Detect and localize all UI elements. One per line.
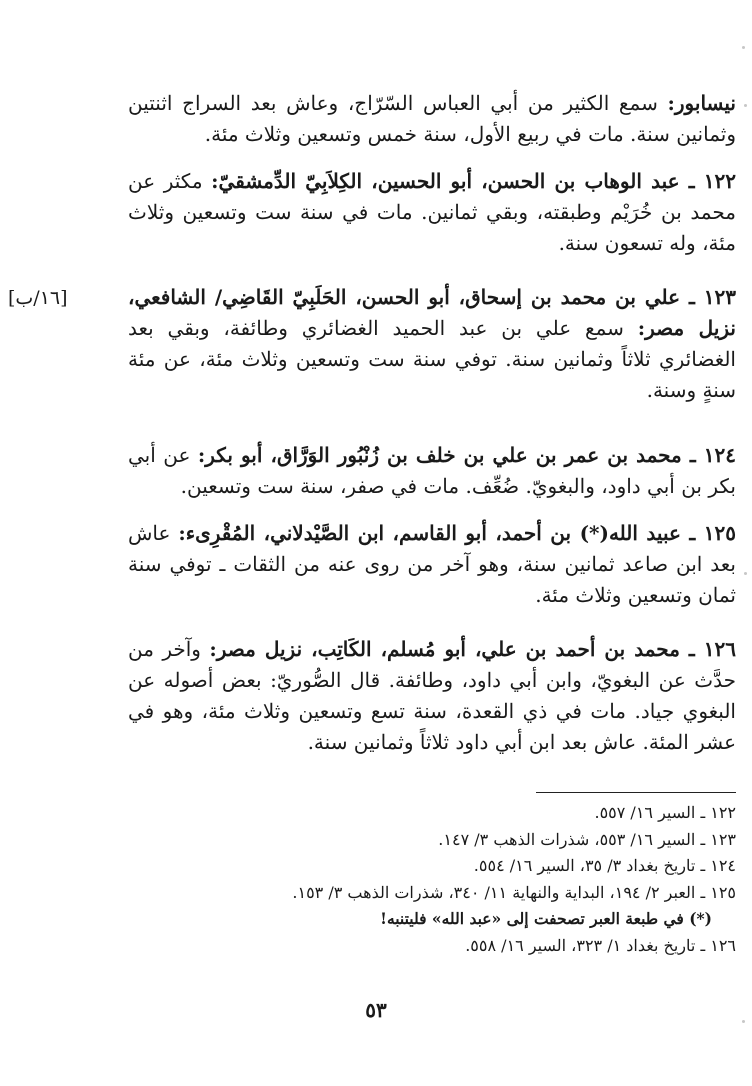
scan-speck <box>742 46 745 49</box>
entry-body: عاش بعد ابن صاعد ثمانين سنة، وهو آخر من روى عنه من الثقات ـ توفي سنة ثمان وتسعين وثلاث مئة. <box>128 521 736 607</box>
entry-body: سمع الكثير من أبي العباس السّرّاج، وعاش بعد السراج اثنتين وثمانين سنة. مات في ربيع الأول، سنة خمس وتسعين وثلاث مئة. <box>128 91 736 146</box>
entry-body: سمع علي بن عبد الحميد الغضائري وطائفة، وبقي بعد الغضائري ثلاثاً وثمانين سنة. توفي سنة ست وتسعين وثلاث مئة، عن مئة سنةٍ وسنة. <box>128 316 736 402</box>
entry-body: عن أبي بكر بن أبي داود، والبغويّ. ضُعِّف. مات في صفر، سنة ست وتسعين. <box>128 443 736 498</box>
footnote-125: ١٢٥ ـ العبر ٢/ ١٩٤، البداية والنهاية ١١/ ٣٤٠، شذرات الذهب ٣/ ١٥٣. <box>292 882 736 902</box>
entry-123 <box>128 282 736 406</box>
footnotes <box>128 800 736 959</box>
footnote-asterisk-note: (*) في طبعة العبر تصحفت إلى «عبد الله» فليتنبه! <box>380 909 712 928</box>
entry-heading: ١٢٦ ـ محمد بن أحمد بن علي، أبو مُسلم، الكَاتِب، نزيل مصر: <box>209 637 736 661</box>
footnote-divider <box>536 792 736 793</box>
entry-body: مكثر عن محمد بن خُرَيْم وطبقته، وبقي ثمانين. مات في سنة ست وتسعين وثلاث مئة، وله تسعون سنة. <box>128 169 736 255</box>
scan-speck <box>744 104 747 107</box>
entry-heading: نيسابور: <box>667 91 736 115</box>
entry-heading: ١٢٤ ـ محمد بن عمر بن علي بن خلف بن زُنْبُور الوَرَّاق، أبو بكر: <box>197 443 736 467</box>
footnote-126: ١٢٦ ـ تاريخ بغداد ١/ ٣٢٣، السير ١٦/ ٥٥٨. <box>465 935 736 955</box>
entry-125 <box>128 518 736 611</box>
manuscript-folio-note: [١٦/ب] <box>8 287 68 309</box>
entry-continuation <box>128 88 736 150</box>
footnote-122: ١٢٢ ـ السير ١٦/ ٥٥٧. <box>594 803 736 822</box>
footnote-123: ١٢٣ ـ السير ١٦/ ٥٥٣، شذرات الذهب ٣/ ١٤٧. <box>438 829 736 849</box>
entry-126 <box>128 634 736 758</box>
entry-heading: ١٢٢ ـ عبد الوهاب بن الحسن، أبو الحسين، الكِلاَبِيّ الدِّمشقيّ: <box>211 169 736 193</box>
scan-speck <box>742 1020 745 1023</box>
entry-122 <box>128 166 736 259</box>
page-number: ٥٣ <box>365 998 387 1022</box>
entry-heading: ١٢٥ ـ عبيد الله(*) بن أحمد، أبو القاسم، ابن الصَّيْدلاني، المُقْرِىء: <box>178 521 736 545</box>
scan-speck <box>744 572 747 575</box>
entry-body: وآخر من حدَّث عن البغويّ، وابن أبي داود، وطائفة. قال الصُّوريّ: بعض أصوله عن البغوي جياد. مات في ذي القعدة، سنة تسع وتسعين وثلاث مئة، وهو في عشر المئة. عاش بعد ابن أبي داود ثلاثاً وثمانين سنة. <box>128 637 736 754</box>
footnote-124: ١٢٤ ـ تاريخ بغداد ٣/ ٣٥، السير ١٦/ ٥٥٤. <box>473 856 736 875</box>
entry-124 <box>128 440 736 502</box>
entry-heading: ١٢٣ ـ علي بن محمد بن إسحاق، أبو الحسن، الحَلَبِيّ القَاضِي/ الشافعي، نزيل مصر: <box>128 285 736 340</box>
